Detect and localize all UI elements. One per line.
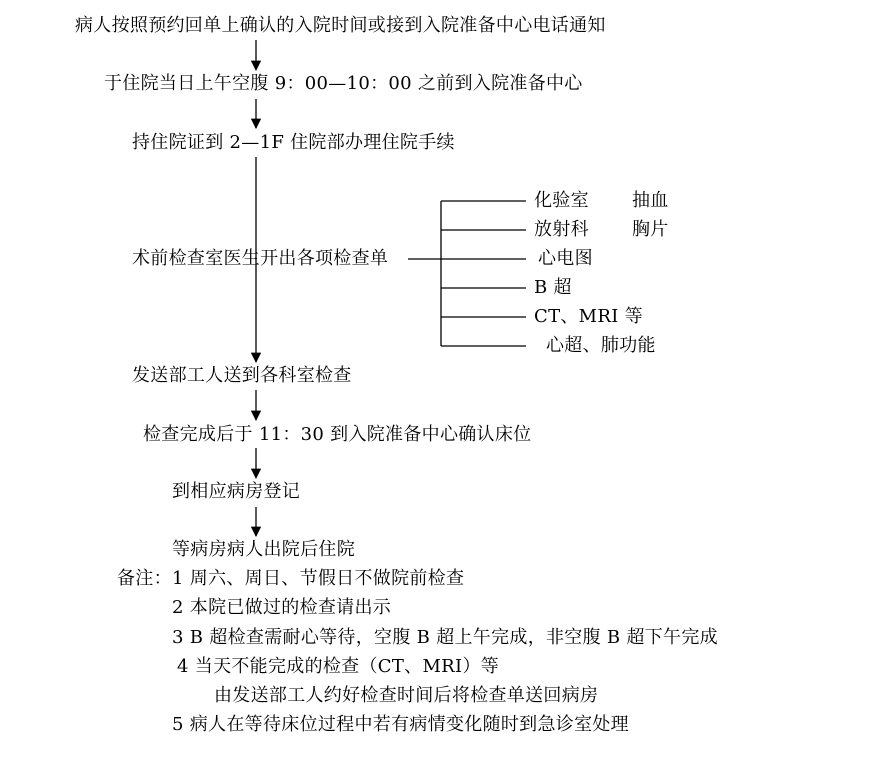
branch-item-ultrasound: B 超 [534,277,572,298]
step-7-text: 到相应病房登记 [172,481,301,502]
branch-item-ecg: 心电图 [538,248,593,269]
note-4-continuation: 由发送部工人约好检查时间后将检查单送回病房 [214,685,599,706]
branch-item-echo-lung: 心超、肺功能 [546,335,656,356]
step-3-text: 持住院证到 2—1F 住院部办理住院手续 [132,132,455,153]
branch-detail-xray: 胸片 [632,219,669,240]
branch-item-lab: 化验室 [534,190,589,211]
notes-prefix: 备注： [117,568,172,589]
step-6-text: 检查完成后于 11：30 到入院准备中心确认床位 [143,424,532,445]
step-8-text: 等病房病人出院后住院 [172,539,355,560]
step-4-text: 术前检查室医生开出各项检查单 [132,248,389,269]
note-1: 1 周六、周日、节假日不做院前检查 [172,568,465,589]
step-1-text: 病人按照预约回单上确认的入院时间或接到入院准备中心电话通知 [75,15,606,36]
branch-detail-blood: 抽血 [632,190,669,211]
step-5-text: 发送部工人送到各科室检查 [132,365,352,386]
branch-item-ct-mri: CT、MRI 等 [534,306,643,327]
note-5: 5 病人在等待床位过程中若有病情变化随时到急诊室处理 [172,714,629,735]
branch-item-radiology: 放射科 [534,219,589,240]
note-2: 2 本院已做过的检查请出示 [172,597,392,618]
note-3: 3 B 超检查需耐心等待，空腹 B 超上午完成，非空腹 B 超下午完成 [172,627,718,648]
note-4: 4 当天不能完成的检查（CT、MRI）等 [177,656,500,677]
step-2-text: 于住院当日上午空腹 9：00—10：00 之前到入院准备中心 [104,73,583,94]
